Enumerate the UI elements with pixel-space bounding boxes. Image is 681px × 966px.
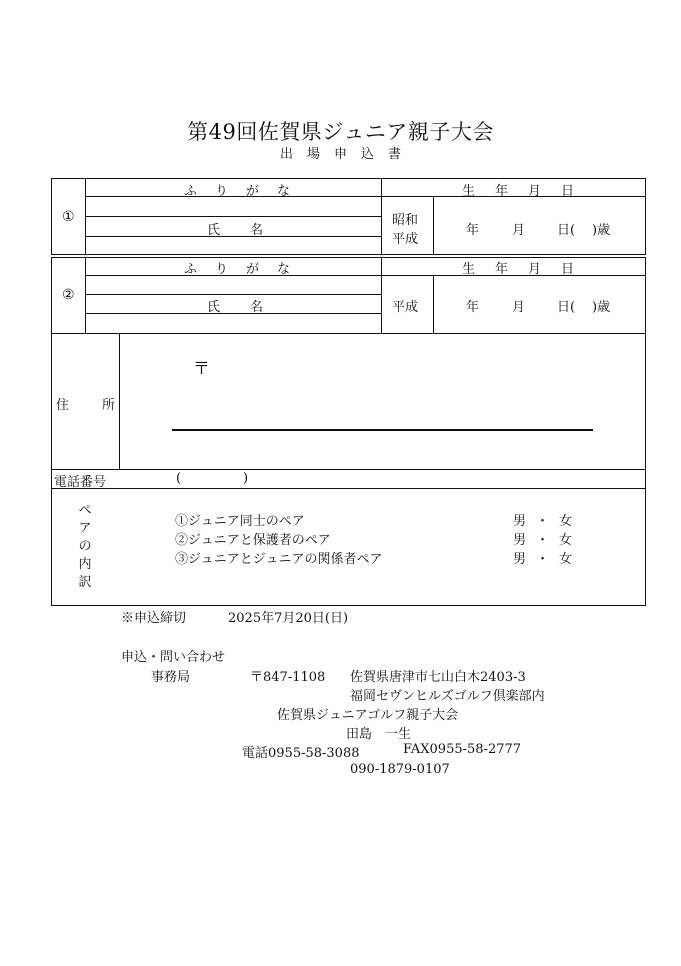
address-label-2: 所: [102, 398, 116, 413]
deadline-label: ※申込締切: [121, 611, 187, 626]
pair-label: ペ ア の 内 訳: [78, 503, 92, 590]
page-subtitle: 出場申込書: [279, 147, 415, 162]
entry2-day: 日(: [557, 300, 576, 315]
entry2-age: )歳: [592, 300, 611, 315]
office-label: 事務局: [151, 670, 191, 685]
entry1-era-heisei: 平成: [392, 232, 419, 247]
entry2-name-label: 氏名: [207, 300, 294, 315]
organization-name: 佐賀県ジュニアゴルフ親子大会: [277, 708, 459, 723]
pair-option-3-gender: 男・女: [513, 552, 583, 567]
entry2-furigana-label: ふりがな: [184, 262, 309, 277]
contact-person: 田島 一生: [346, 727, 412, 742]
contact-heading: 申込・問い合わせ: [121, 650, 226, 665]
table-top-border: [51, 178, 646, 179]
entry1-day: 日(: [557, 223, 576, 238]
entry1-number: ①: [62, 209, 75, 225]
table-bottom-border: [51, 605, 646, 606]
entry1-era-showa: 昭和: [392, 213, 419, 228]
entry2-number: ②: [62, 287, 75, 303]
entry1-birth-label: 生年月日: [462, 184, 595, 199]
fax-number: FAX0955-58-2777: [403, 742, 522, 757]
pair-option-1: ①ジュニア同士のペア: [175, 514, 305, 529]
pair-option-3: ③ジュニアとジュニアの関係者ペア: [175, 552, 383, 567]
address-line-2: 福岡セヴンヒルズゴルフ倶楽部内: [350, 689, 545, 704]
postal-code: 〒847-1108: [250, 670, 326, 685]
entry1-name-label: 氏名: [207, 223, 294, 238]
entry2-year: 年: [466, 300, 480, 315]
page-title: 第49回佐賀県ジュニア親子大会: [187, 120, 494, 144]
entry1-age: )歳: [592, 223, 611, 238]
pair-option-2: ②ジュニアと保護者のペア: [175, 533, 331, 548]
entry1-month: 月: [512, 223, 526, 238]
mobile-number: 090-1879-0107: [350, 762, 450, 777]
deadline-date: 2025年7月20日(日): [228, 611, 349, 626]
entry2-birth-label: 生年月日: [462, 262, 595, 277]
postal-mark-icon: 〒: [193, 359, 210, 379]
address-line-1: 佐賀県唐津市七山白木2403-3: [350, 670, 526, 685]
pair-option-2-gender: 男・女: [513, 533, 583, 548]
address-underline: [172, 429, 593, 431]
entry2-era-heisei: 平成: [392, 300, 419, 315]
phone-label: 電話番号: [54, 475, 107, 490]
phone-paren-close: ): [243, 471, 249, 486]
entry1-year: 年: [466, 223, 480, 238]
pair-option-1-gender: 男・女: [513, 514, 583, 529]
entry2-month: 月: [512, 300, 526, 315]
phone-paren-open: (: [176, 471, 182, 486]
address-label-1: 住: [56, 398, 70, 413]
tel-number: 電話0955-58-3088: [242, 746, 360, 761]
entry1-furigana-label: ふりがな: [184, 184, 309, 199]
